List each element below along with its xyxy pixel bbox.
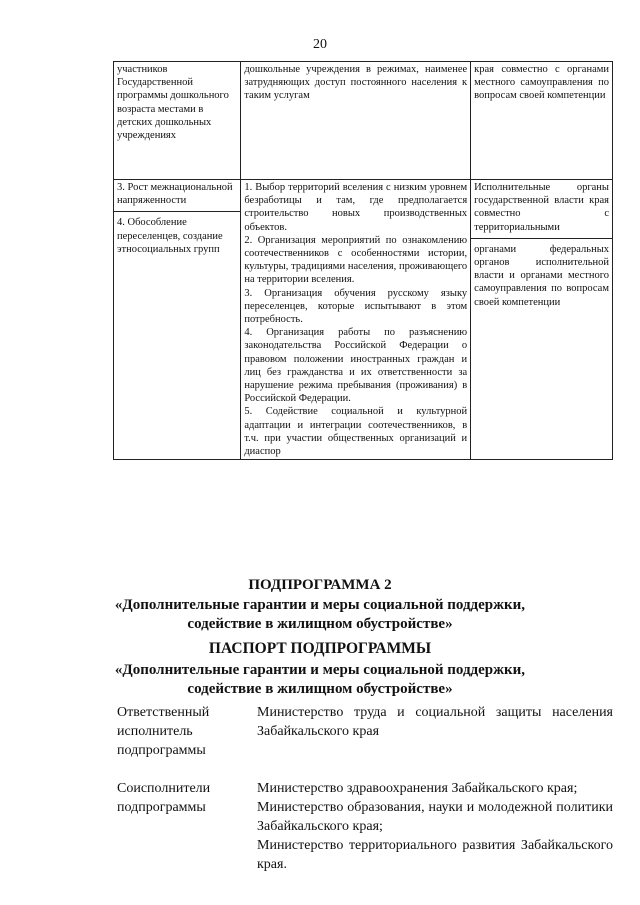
table-cell: края совместно с органами местного самоуправления по вопросам своей компетенции <box>471 62 613 180</box>
table-row <box>114 180 613 460</box>
subprogram-heading: ПОДПРОГРАММА 2 <box>248 577 392 593</box>
page-number: 20 <box>313 37 327 52</box>
passport-value-line: Министерство труда и социальной защиты населения Забайкальского края <box>257 705 613 739</box>
measure-item: 4. Организация работы по разъяснению законодательства Российской Федерации о правовом положении иностранных граждан и лиц без гражданства и их ответственности за нарушение режима пребывания (проживания) в Российской Федерации. <box>244 327 468 405</box>
passport-value-line: Министерство образования, науки и молодежной политики Забайкальского края; <box>257 800 613 834</box>
measure-item: 5. Содействие социальной и культурной адаптации и интеграции соотечественников, в т.ч. при участии общественных организаций и диаспор <box>244 406 468 458</box>
executor-text: Исполнительные органы государственной власти края совместно с территориальными <box>474 182 609 233</box>
table-row <box>114 62 613 180</box>
passport-row-responsible <box>117 703 613 760</box>
measure-item: 3. Организация обучения русскому языку переселенцев, которые испытывают в этом потребность. <box>244 287 468 326</box>
risk-names-cell <box>114 180 241 460</box>
subprogram-title-line1: «Дополнительные гарантии и меры социальной поддержки, <box>114 597 526 613</box>
risk-name: 3. Рост межнациональной напряженности <box>117 182 233 207</box>
passport-value-line: Министерство здравоохранения Забайкальского края; <box>257 781 578 796</box>
passport-value-line: Министерство территориального развития Забайкальского края. <box>257 838 613 872</box>
passport-title-line1: «Дополнительные гарантии и меры социальной поддержки, <box>114 662 526 678</box>
subprogram-title-line2: содействие в жилищном обустройстве» <box>187 616 453 632</box>
row-divider <box>114 211 240 212</box>
measure-item: 2. Организация мероприятий по ознакомлению соотечественников с особенностями истории, культуры, традициями населения, проживающего на территории вселения. <box>244 234 468 286</box>
passport-row-coexecutors <box>117 779 613 874</box>
passport-label: Соисполнители подпрограммы <box>117 781 211 815</box>
passport-value <box>257 779 613 874</box>
table-cell: участников Государственной программы дошкольного возраста местами в детских дошкольных учреждениях <box>114 62 241 180</box>
measures-cell <box>241 180 471 460</box>
table-cell: дошкольные учреждения в режимах, наименее затрудняющих доступ постоянного населения к таким услугам <box>241 62 471 180</box>
risk-table <box>113 61 613 460</box>
executor-text: органами федеральных органов исполнительной власти и органами местного самоуправления по вопросам своей компетенции <box>474 243 609 308</box>
passport-heading: ПАСПОРТ ПОДПРОГРАММЫ <box>208 640 432 657</box>
passport-label: Ответственный исполнитель подпрограммы <box>117 705 210 758</box>
executors-cell <box>471 180 613 460</box>
passport-title-line2: содействие в жилищном обустройстве» <box>187 681 453 697</box>
passport-table <box>117 703 613 874</box>
passport-value <box>257 703 613 760</box>
risk-name: 4. Обособление переселенцев, создание этносоциальных групп <box>117 217 223 255</box>
measure-item: 1. Выбор территорий вселения с низким уровнем безработицы и там, где предполагается строительство новых производственных объектов. <box>244 182 468 233</box>
row-divider <box>471 238 612 239</box>
